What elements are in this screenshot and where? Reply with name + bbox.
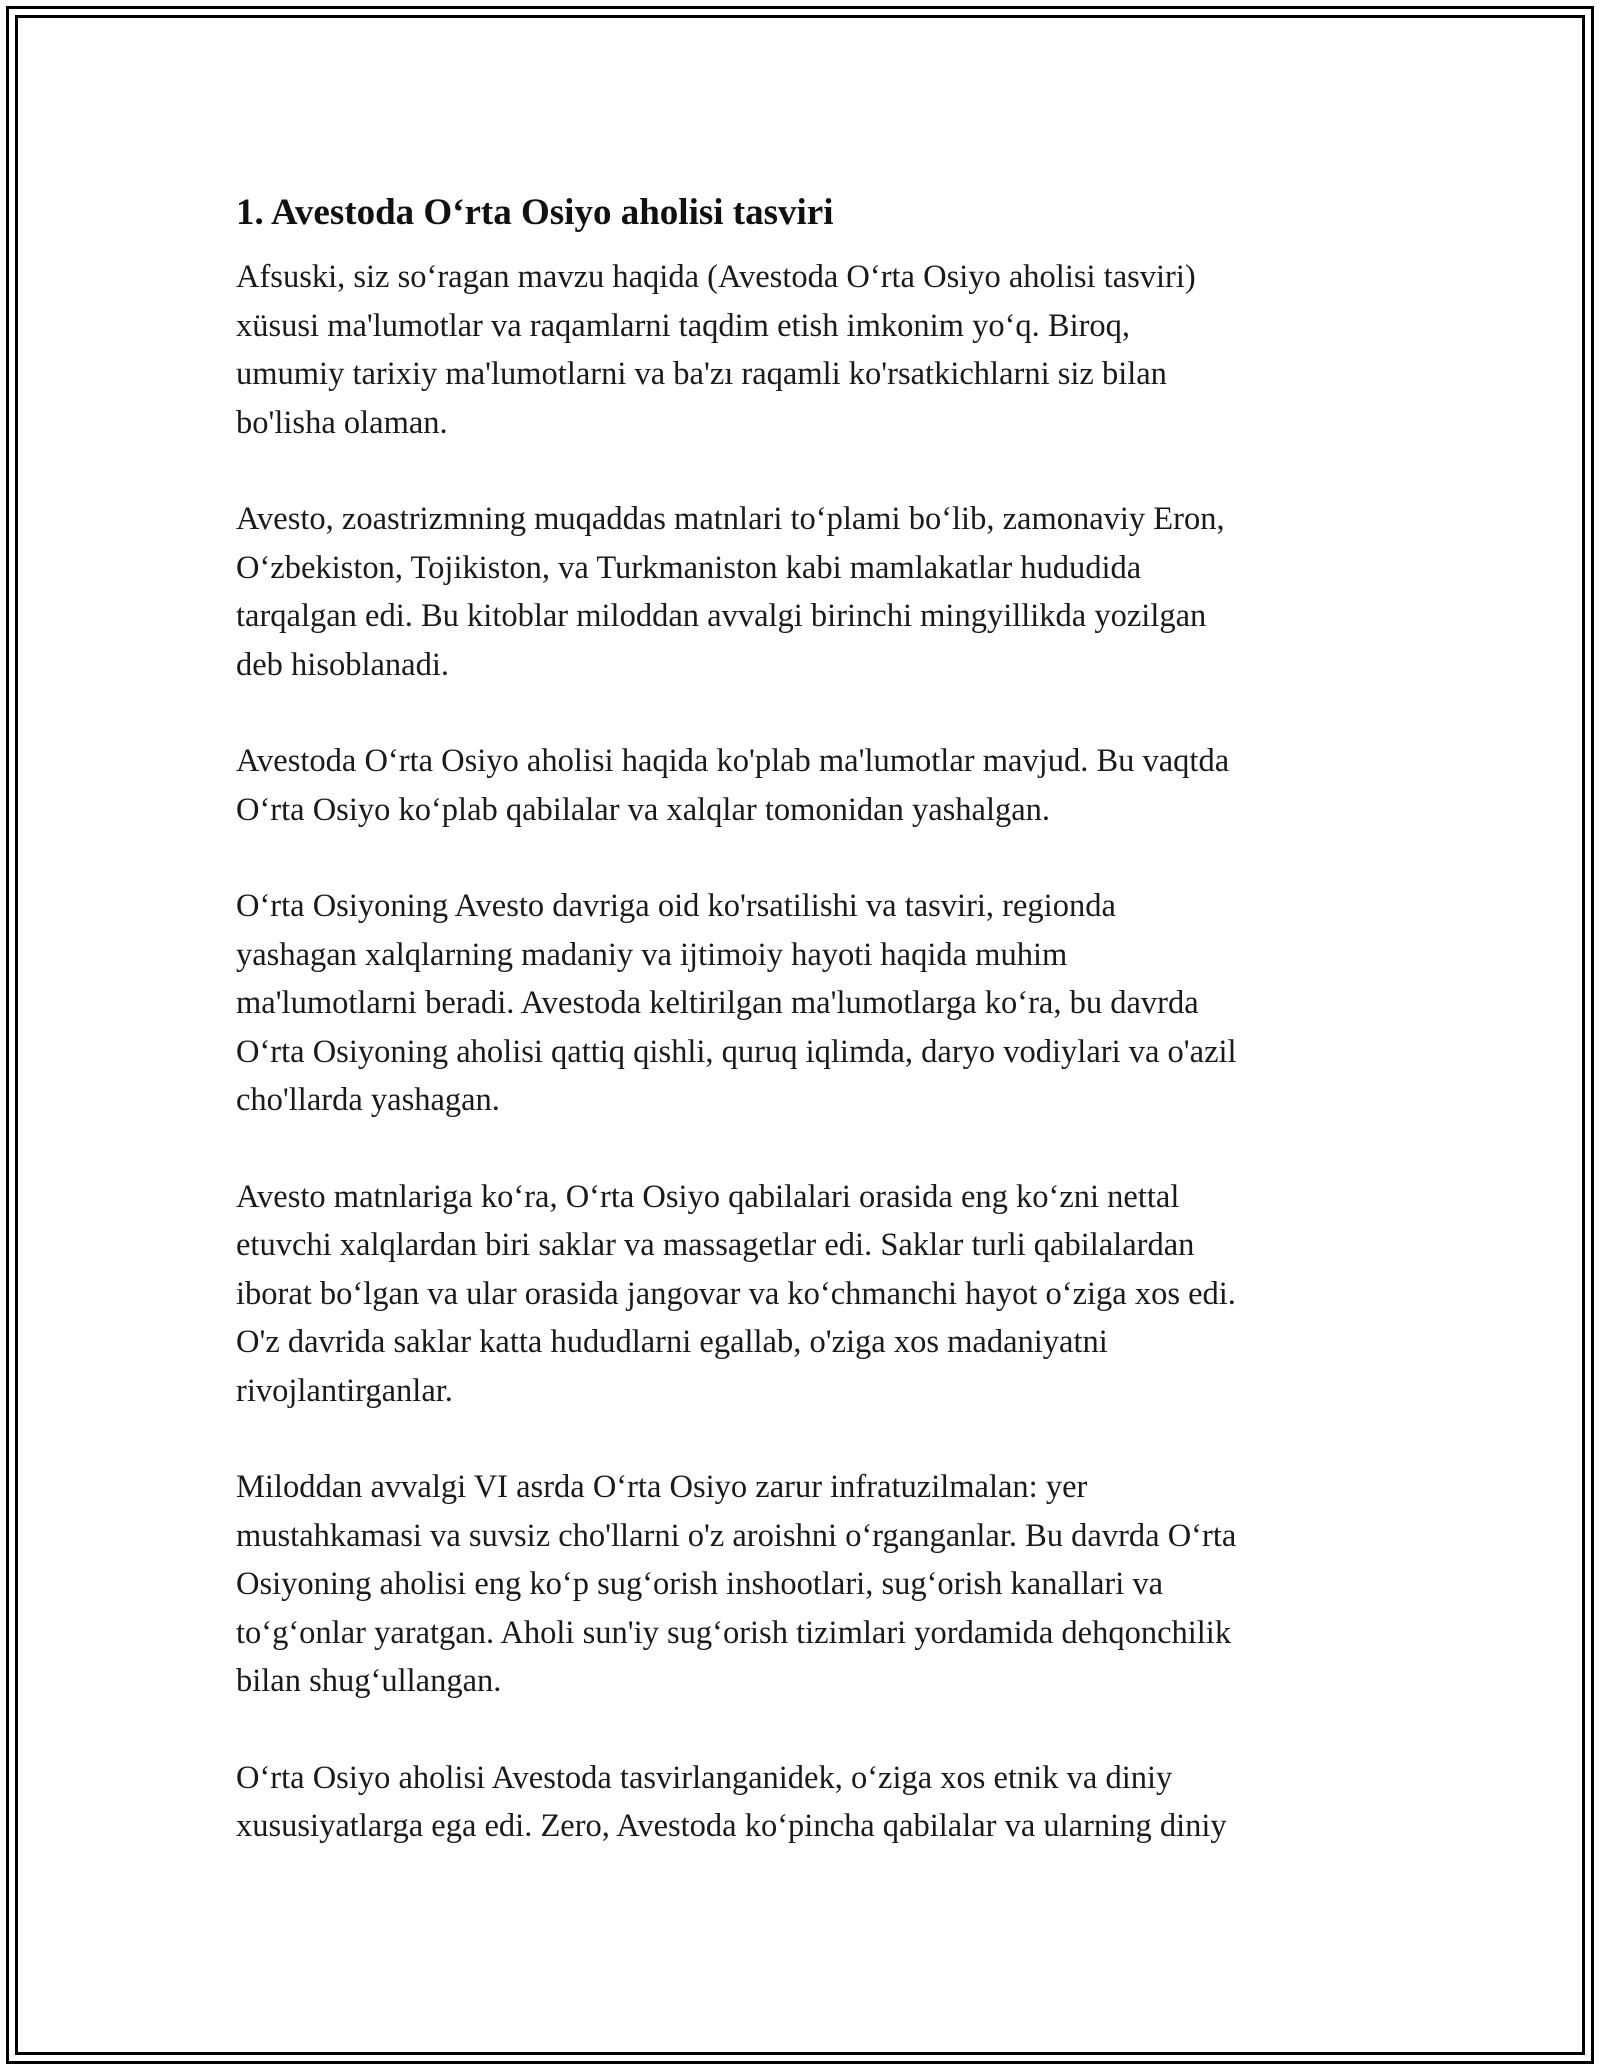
paragraph-irrigation: Miloddan avvalgi VI asrda O‘rta Osiyo zarur infratuzilmalan: yer mustahkamasi va suvsiz cho'llarni o'z aroishni o‘rganganlar. Bu davrda O‘rta Osiyoning aholisi eng ko‘p sug‘orish inshootlari, sug‘orish kanallari va to‘g‘onlar yaratgan. Aholi sun'iy sug‘orish tizimlari yordamida dehqonchilik bilan shug‘ullangan. <box>236 1469 1237 1699</box>
paragraph-ethnic-religious: O‘rta Osiyo aholisi Avestoda tasvirlanganidek, o‘ziga xos etnik va diniy xususiyatlarga ega edi. Zero, Avestoda ko‘pincha qabilalar va ularning diniy <box>236 1759 1227 1844</box>
paragraph-intro: Afsuski, siz so‘ragan mavzu haqida (Avestoda O‘rta Osiyo aholisi tasviri) xüsusi ma'lumotlar va raqamlarni taqdim etish imkonim yo‘q. Biroq, umumiy tarixiy ma'lumotlarni va ba'zı raqamli ko'rsatkichlarni siz bilan bo'lisha olaman. <box>236 259 1196 441</box>
paragraph-population-info: Avestoda O‘rta Osiyo aholisi haqida ko'plab ma'lumotlar mavjud. Bu vaqtda O‘rta Osiyo ko‘plab qabilalar va xalqlar tomonidan yashalgan. <box>236 743 1230 828</box>
paragraph-avesto-origin: Avesto, zoastrizmning muqaddas matnlari to‘plami bo‘lib, zamonaviy Eron, O‘zbekiston, Tojikiston, va Turkmaniston kabi mamlakatlar hududida tarqalgan edi. Bu kitoblar miloddan avvalgi birinchi mingyillikda yozilgan deb hisoblanadi. <box>236 501 1225 683</box>
section-heading: 1. Avestoda O‘rta Osiyo aholisi tasviri <box>236 192 834 233</box>
paragraph-saks-massagetae: Avesto matnlariga ko‘ra, O‘rta Osiyo qabilalari orasida eng ko‘zni nettal etuvchi xalqlardan biri saklar va massagetlar edi. Saklar turli qabilalardan iborat bo‘lgan va ular orasida jangovar va ko‘chmanchi hayot o‘ziga xos edi. O'z davrida saklar katta hududlarni egallab, o'ziga xos madaniyatni rivojlantirganlar. <box>236 1178 1236 1409</box>
paragraph-depiction: O‘rta Osiyoning Avesto davriga oid ko'rsatilishi va tasviri, regionda yashagan xalqlarning madaniy va ijtimoiy hayoti haqida muhim ma'lumotlarni beradi. Avestoda keltirilgan ma'lumotlarga ko‘ra, bu davrda O‘rta Osiyoning aholisi qattiq qishli, quruq iqlimda, daryo vodiylari va o'azil cho'llarda yashagan. <box>236 888 1237 1118</box>
document-body <box>236 185 1376 1899</box>
